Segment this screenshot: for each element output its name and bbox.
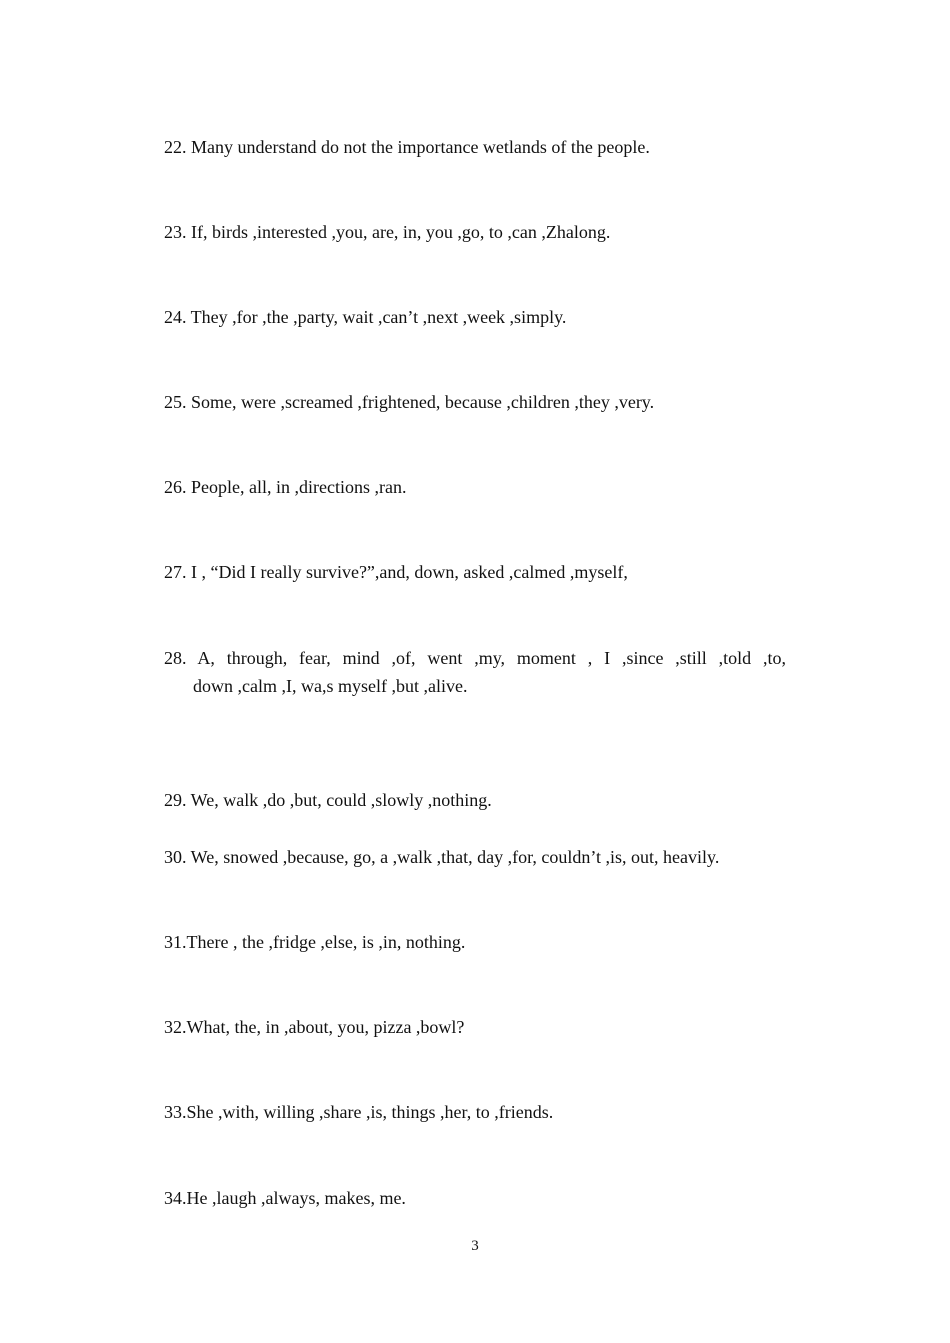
question-28-line-1: 28. A, through, fear, mind ,of, went ,my, moment , I ,since ,still ,told ,to, <box>164 648 786 668</box>
question-23: 23. If, birds ,interested ,you, are, in, you ,go, to ,can ,Zhalong. <box>164 222 611 242</box>
question-25: 25. Some, were ,screamed ,frightened, because ,children ,they ,very. <box>164 392 655 412</box>
question-27: 27. I , “Did I really survive?”,and, down, asked ,calmed ,myself, <box>164 562 628 582</box>
question-31: 31.There , the ,fridge ,else, is ,in, nothing. <box>164 932 466 952</box>
question-28 <box>164 644 786 700</box>
question-33: 33.She ,with, willing ,share ,is, things ,her, to ,friends. <box>164 1102 554 1122</box>
question-30: 30. We, snowed ,because, go, a ,walk ,that, day ,for, couldn’t ,is, out, heavily. <box>164 847 720 867</box>
question-29: 29. We, walk ,do ,but, could ,slowly ,nothing. <box>164 790 492 810</box>
question-34: 34.He ,laugh ,always, makes, me. <box>164 1188 406 1208</box>
question-24: 24. They ,for ,the ,party, wait ,can’t ,next ,week ,simply. <box>164 307 567 327</box>
question-22: 22. Many understand do not the importance wetlands of the people. <box>164 137 650 157</box>
question-26: 26. People, all, in ,directions ,ran. <box>164 477 407 497</box>
question-32: 32.What, the, in ,about, you, pizza ,bowl? <box>164 1017 465 1037</box>
page-number: 3 <box>471 1238 479 1254</box>
question-28-line-2: down ,calm ,I, wa,s myself ,but ,alive. <box>193 676 468 696</box>
